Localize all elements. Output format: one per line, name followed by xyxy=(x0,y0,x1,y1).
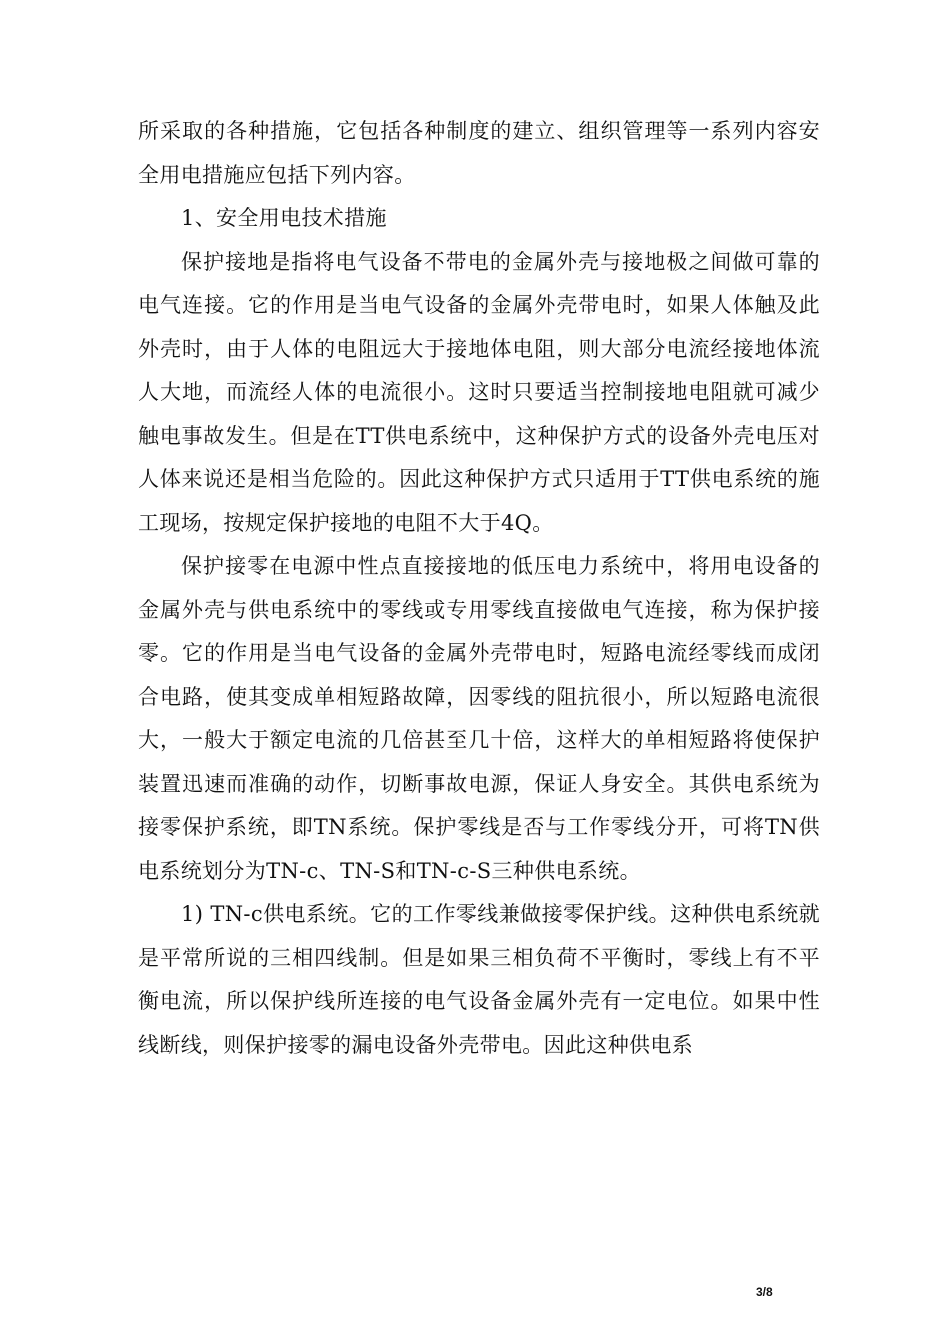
paragraph-tn-c-system: 1) TN-c供电系统。它的工作零线兼做接零保护线。这种供电系统就是平常所说的三相四线制。但是如果三相负荷不平衡时，零线上有不平衡电流，所以保护线所连接的电气设备金属外壳有一定电位。如果中性线断线，则保护接零的漏电设备外壳带电。因此这种供电系 xyxy=(138,902,820,1057)
paragraph-continuation: 所采取的各种措施，它包括各种制度的建立、组织管理等一系列内容安全用电措施应包括下列内容。 xyxy=(138,119,820,187)
body-text xyxy=(138,110,820,1067)
section-heading: 1、安全用电技术措施 xyxy=(181,206,387,230)
paragraph-protective-neutral: 保护接零在电源中性点直接接地的低压电力系统中，将用电设备的金属外壳与供电系统中的零线或专用零线直接做电气连接，称为保护接零。它的作用是当电气设备的金属外壳带电时，短路电流经零线而成闭合电路，使其变成单相短路故障，因零线的阻抗很小，所以短路电流很大，一般大于额定电流的几倍甚至几十倍，这样大的单相短路将使保护装置迅速而准确的动作，切断事故电源，保证人身安全。其供电系统为接零保护系统，即TN系统。保护零线是否与工作零线分开，可将TN供电系统划分为TN-c、TN-S和TN-c-S三种供电系统。 xyxy=(138,554,820,883)
paragraph-protective-grounding: 保护接地是指将电气设备不带电的金属外壳与接地极之间做可靠的电气连接。它的作用是当电气设备的金属外壳带电时，如果人体触及此外壳时，由于人体的电阻远大于接地体电阻，则大部分电流经接地体流人大地，而流经人体的电流很小。这时只要适当控制接地电阻就可减少触电事故发生。但是在TT供电系统中，这种保护方式的设备外壳电压对人体来说还是相当危险的。因此这种保护方式只适用于TT供电系统的施工现场，按规定保护接地的电阻不大于4Q。 xyxy=(138,249,820,535)
page-number: 3/8 xyxy=(756,1285,773,1299)
